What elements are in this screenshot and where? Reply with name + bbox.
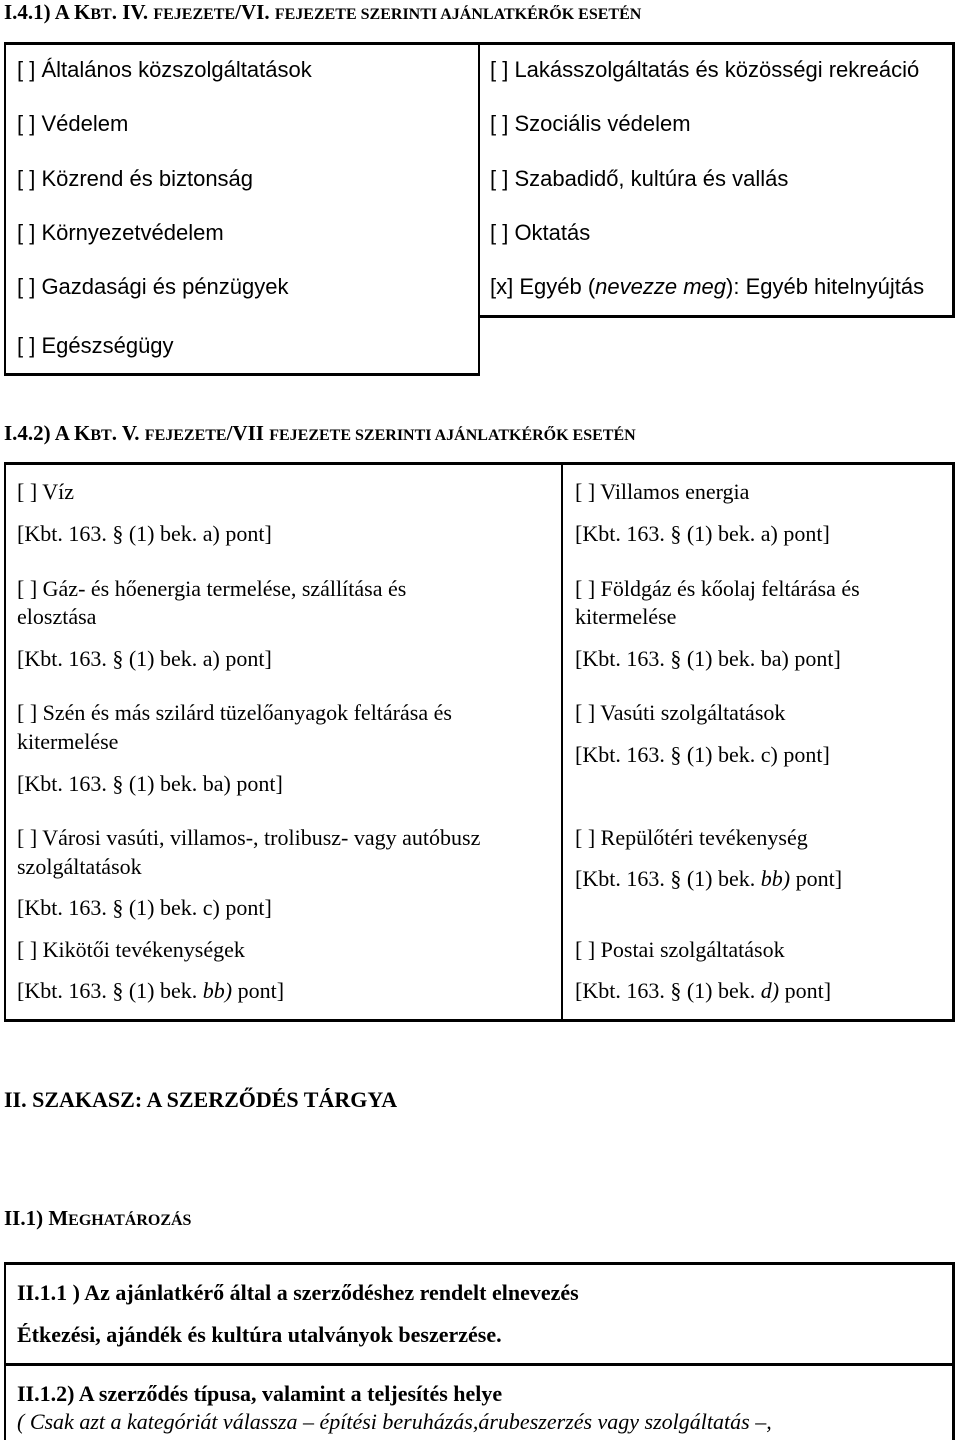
ref-para: (1) bek. xyxy=(686,521,756,546)
ref-prefix: [Kbt. 163. xyxy=(575,866,671,891)
other-value: ): Egyéb hitelnyújtás xyxy=(726,274,925,299)
heading-part: . V. xyxy=(111,421,145,445)
checkbox-gas-heat-cont: elosztása xyxy=(17,604,97,629)
section-sign: § xyxy=(670,646,682,671)
box2-top-border xyxy=(4,462,955,465)
legal-ref xyxy=(575,978,831,1004)
box2-left-border xyxy=(4,462,6,1022)
checkbox-natural-gas-oil[interactable]: [ ] Földgáz és kőolaj feltárása és xyxy=(575,576,860,601)
ref-para: (1) bek. xyxy=(128,895,198,920)
section-sign: § xyxy=(112,978,124,1003)
checkbox-recreation[interactable]: [ ] Szabadidő, kultúra és vallás xyxy=(490,166,789,191)
ref-prefix: [Kbt. 163. xyxy=(575,742,671,767)
checkbox-defence[interactable]: [ ] Védelem xyxy=(17,111,129,136)
heading-part: I.4.1) A K xyxy=(4,0,91,24)
heading-part: /VI. xyxy=(235,0,275,24)
legal-ref xyxy=(17,646,272,672)
box3-left-border xyxy=(4,1262,6,1440)
box3-divider xyxy=(4,1363,955,1366)
ref-point: ba) pont] xyxy=(197,771,283,796)
section-sign: § xyxy=(112,646,124,671)
legal-ref xyxy=(17,978,284,1004)
ref-point: a) pont] xyxy=(755,521,830,546)
section-ii1-heading xyxy=(4,1206,191,1231)
ref-point: pont] xyxy=(779,978,832,1003)
heading-part: FEJEZETE xyxy=(144,427,227,444)
checkbox-airport[interactable]: [ ] Repülőtéri tevékenység xyxy=(575,825,808,850)
box-left-border xyxy=(4,42,6,376)
other-prefix: [x] Egyéb ( xyxy=(490,274,596,299)
heading-part: EGHATÁROZÁS xyxy=(68,1212,192,1229)
ref-prefix: [Kbt. 163. xyxy=(17,978,113,1003)
ref-point: c) pont] xyxy=(197,895,272,920)
box-right-border xyxy=(952,42,955,318)
section-sign: § xyxy=(670,742,682,767)
ref-prefix: [Kbt. 163. xyxy=(575,646,671,671)
box3-right-border xyxy=(952,1262,955,1440)
ref-point-italic: d) xyxy=(755,978,780,1003)
box2-middle-border xyxy=(561,462,563,1022)
ref-prefix: [Kbt. 163. xyxy=(17,895,113,920)
ref-prefix: [Kbt. 163. xyxy=(575,521,671,546)
section-sign: § xyxy=(670,521,682,546)
ref-para: (1) bek. xyxy=(128,646,198,671)
contract-title-label: II.1.1 ) Az ajánlatkérő által a szerződéshez rendelt elnevezés xyxy=(17,1280,579,1305)
ref-point: ba) pont] xyxy=(755,646,841,671)
checkbox-coal-cont: kitermelése xyxy=(17,729,119,754)
ref-para: (1) bek. xyxy=(686,646,756,671)
ref-para: (1) bek. xyxy=(686,866,756,891)
heading-part: /VII xyxy=(226,421,270,445)
ref-para: (1) bek. xyxy=(686,978,756,1003)
heading-part: I.4.2) A K xyxy=(4,421,91,445)
legal-ref xyxy=(17,771,283,797)
checkbox-coal[interactable]: [ ] Szén és más szilárd tüzelőanyagok feltárása és xyxy=(17,700,452,725)
checkbox-natural-gas-oil-cont: kitermelése xyxy=(575,604,677,629)
checkbox-other[interactable] xyxy=(490,274,924,300)
checkbox-health[interactable]: [ ] Egészségügy xyxy=(17,333,174,358)
heading-part: BT xyxy=(90,6,112,23)
heading-i41 xyxy=(4,0,641,25)
checkbox-environment[interactable]: [ ] Környezetvédelem xyxy=(17,220,224,245)
section-sign: § xyxy=(112,771,124,796)
other-italic: nevezze meg xyxy=(595,274,727,299)
ref-point: a) pont] xyxy=(197,646,272,671)
box-left-bottom-border xyxy=(4,373,480,376)
contract-title-value: Étkezési, ajándék és kultúra utalványok beszerzése. xyxy=(17,1322,502,1347)
checkbox-railway[interactable]: [ ] Vasúti szolgáltatások xyxy=(575,700,786,725)
heading-part: II.1) M xyxy=(4,1206,69,1230)
ref-prefix: [Kbt. 163. xyxy=(17,771,113,796)
checkbox-electricity[interactable]: [ ] Villamos energia xyxy=(575,479,750,504)
ref-para: (1) bek. xyxy=(686,742,756,767)
ref-para: (1) bek. xyxy=(128,771,198,796)
heading-part: FEJEZETE SZERINTI AJÁNLATKÉRŐK ESETÉN xyxy=(274,6,642,23)
heading-i42 xyxy=(4,421,636,446)
checkbox-general-public-services[interactable]: [ ] Általános közszolgáltatások xyxy=(17,57,312,82)
checkbox-port[interactable]: [ ] Kikötői tevékenységek xyxy=(17,937,245,962)
ref-prefix: [Kbt. 163. xyxy=(17,521,113,546)
checkbox-education[interactable]: [ ] Oktatás xyxy=(490,220,591,245)
legal-ref xyxy=(17,521,272,547)
legal-ref xyxy=(575,742,830,768)
checkbox-urban-transport-cont: szolgáltatások xyxy=(17,854,142,879)
ref-point: c) pont] xyxy=(755,742,830,767)
heading-part: . IV. xyxy=(111,0,154,24)
box3-top-border xyxy=(4,1262,955,1265)
box2-right-border xyxy=(952,462,955,1022)
checkbox-housing[interactable]: [ ] Lakásszolgáltatás és közösségi rekreáció xyxy=(490,57,920,82)
heading-part: FEJEZETE xyxy=(153,6,236,23)
ref-point-italic: bb) xyxy=(755,866,791,891)
section-sign: § xyxy=(112,521,124,546)
checkbox-public-order[interactable]: [ ] Közrend és biztonság xyxy=(17,166,254,191)
checkbox-economic-financial[interactable]: [ ] Gazdasági és pénzügyek xyxy=(17,274,289,299)
legal-ref xyxy=(575,646,841,672)
box-right-bottom-border xyxy=(478,315,955,318)
checkbox-urban-transport[interactable]: [ ] Városi vasúti, villamos-, trolibusz- vagy autóbusz xyxy=(17,825,481,850)
ref-point-italic: bb) xyxy=(197,978,233,1003)
section-sign: § xyxy=(112,895,124,920)
contract-type-note: ( Csak azt a kategóriát válassza – építési beruházás,árubeszerzés vagy szolgáltatás –, xyxy=(17,1409,772,1434)
checkbox-social-protection[interactable]: [ ] Szociális védelem xyxy=(490,111,691,136)
section-sign: § xyxy=(670,978,682,1003)
ref-point: a) pont] xyxy=(197,521,272,546)
ref-prefix: [Kbt. 163. xyxy=(17,646,113,671)
section-ii-title: II. SZAKASZ: A SZERZŐDÉS TÁRGYA xyxy=(4,1087,398,1112)
legal-ref xyxy=(575,521,830,547)
heading-part: FEJEZETE SZERINTI AJÁNLATKÉRŐK ESETÉN xyxy=(269,427,636,444)
box-middle-border xyxy=(478,42,480,376)
box2-bottom-border xyxy=(4,1019,955,1022)
checkbox-gas-heat[interactable]: [ ] Gáz- és hőenergia termelése, szállítása és xyxy=(17,576,407,601)
ref-para: (1) bek. xyxy=(128,521,198,546)
ref-point: pont] xyxy=(790,866,843,891)
checkbox-water[interactable]: [ ] Víz xyxy=(17,479,75,504)
heading-part: BT xyxy=(90,427,112,444)
legal-ref xyxy=(17,895,272,921)
legal-ref xyxy=(575,866,842,892)
contract-type-label: II.1.2) A szerződés típusa, valamint a teljesítés helye xyxy=(17,1381,503,1406)
ref-prefix: [Kbt. 163. xyxy=(575,978,671,1003)
checkbox-postal[interactable]: [ ] Postai szolgáltatások xyxy=(575,937,785,962)
ref-para: (1) bek. xyxy=(128,978,198,1003)
ref-point: pont] xyxy=(232,978,285,1003)
section-sign: § xyxy=(670,866,682,891)
